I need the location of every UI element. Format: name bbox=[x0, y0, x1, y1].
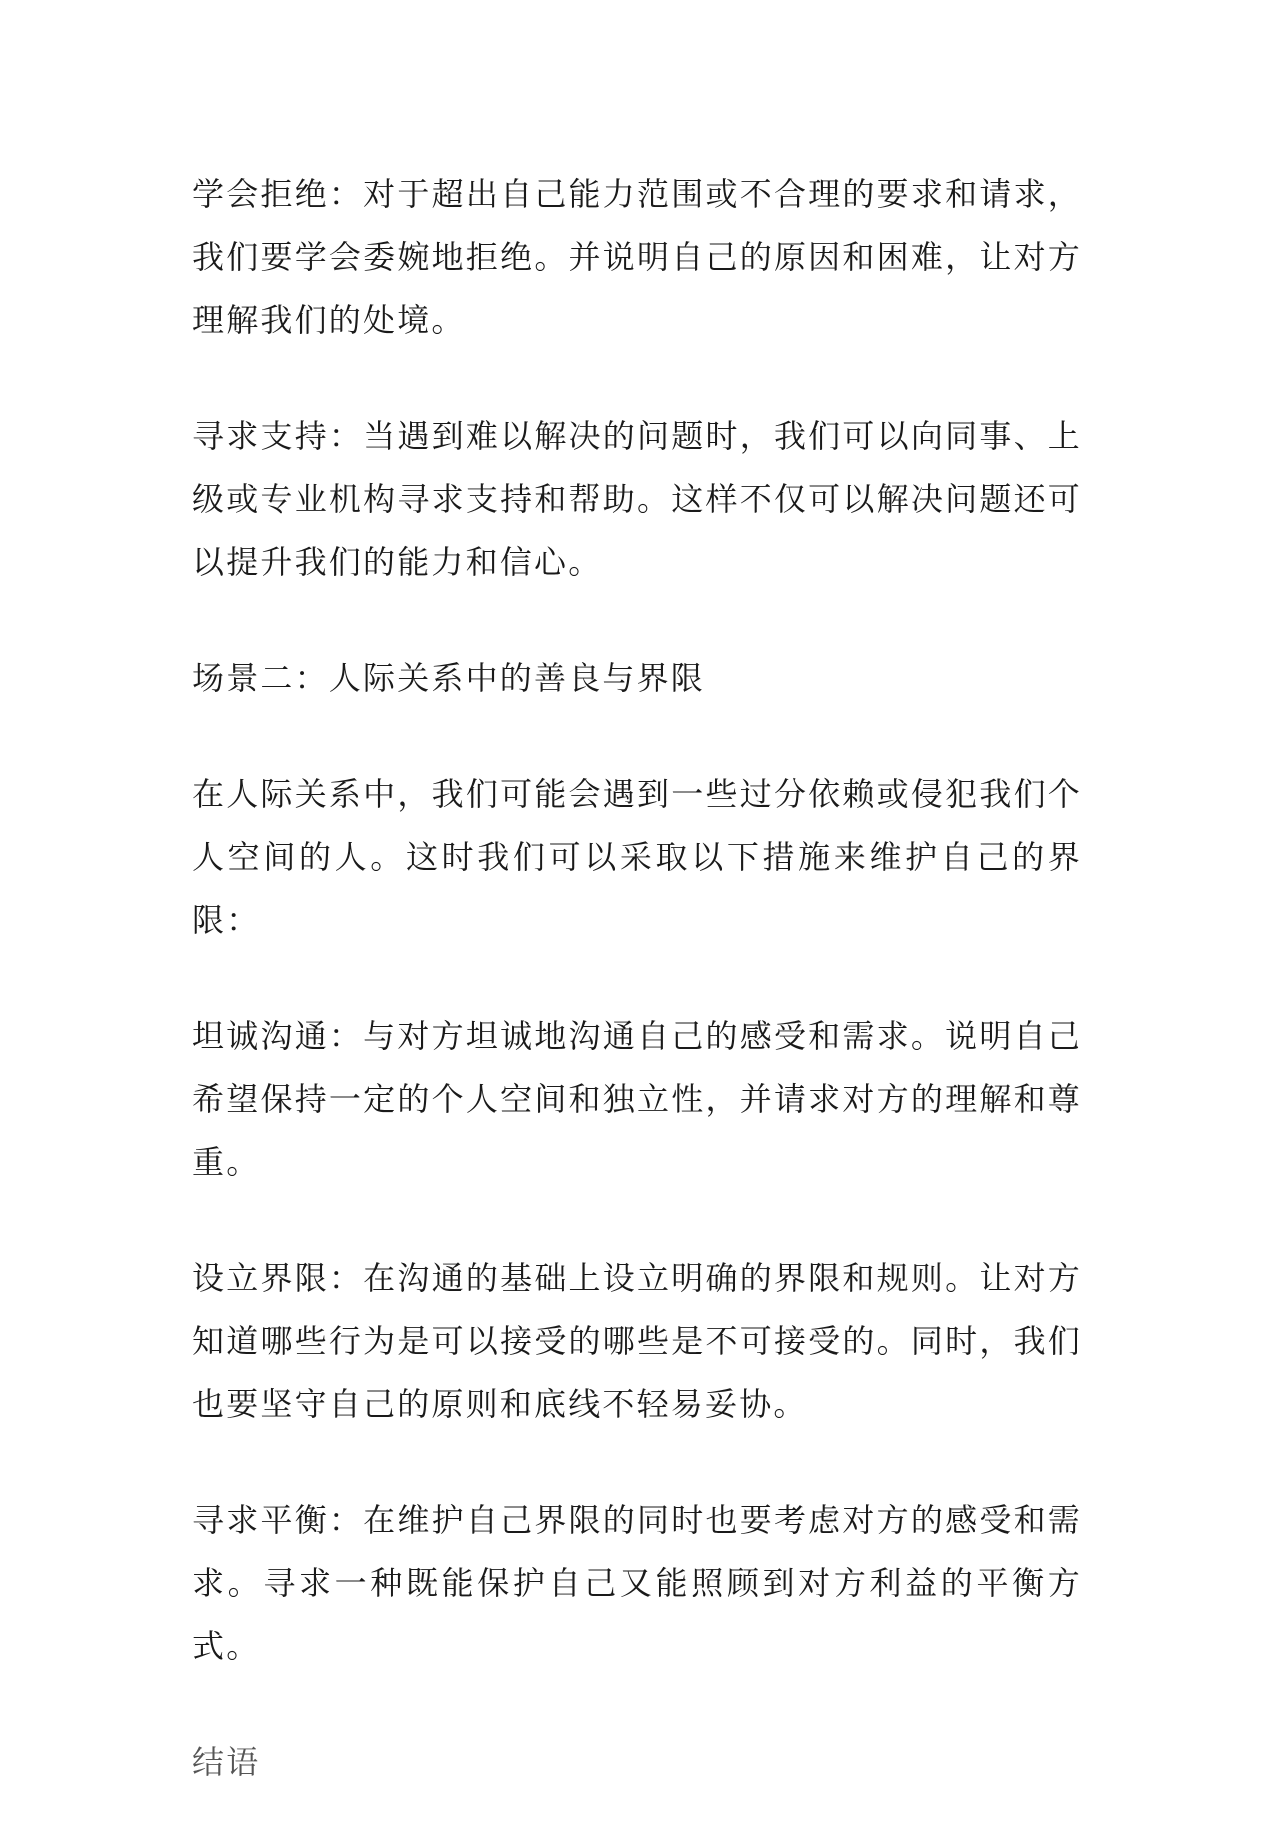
paragraph-seek-support: 寻求支持：当遇到难以解决的问题时，我们可以向同事、上级或专业机构寻求支持和帮助。这样不仅可以解决问题还可以提升我们的能力和信心。 bbox=[192, 417, 1082, 581]
section-heading-conclusion: 结语 bbox=[192, 1743, 261, 1781]
paragraph-set-boundaries: 设立界限：在沟通的基础上设立明确的界限和规则。让对方知道哪些行为是可以接受的哪些是不可接受的。同时，我们也要坚守自己的原则和底线不轻易妥协。 bbox=[192, 1259, 1082, 1423]
document-body bbox=[192, 163, 1082, 1847]
paragraph-seek-balance: 寻求平衡：在维护自己界限的同时也要考虑对方的感受和需求。寻求一种既能保护自己又能照顾到对方利益的平衡方式。 bbox=[192, 1501, 1082, 1665]
paragraph-honest-communication: 坦诚沟通：与对方坦诚地沟通自己的感受和需求。说明自己希望保持一定的个人空间和独立性，并请求对方的理解和尊重。 bbox=[192, 1017, 1082, 1181]
section-heading-scene-two: 场景二：人际关系中的善良与界限 bbox=[192, 659, 706, 697]
paragraph-relationships-intro: 在人际关系中，我们可能会遇到一些过分依赖或侵犯我们个人空间的人。这时我们可以采取以下措施来维护自己的界限： bbox=[192, 775, 1082, 939]
paragraph-learn-to-refuse: 学会拒绝：对于超出自己能力范围或不合理的要求和请求，我们要学会委婉地拒绝。并说明自己的原因和困难，让对方理解我们的处境。 bbox=[192, 175, 1082, 339]
